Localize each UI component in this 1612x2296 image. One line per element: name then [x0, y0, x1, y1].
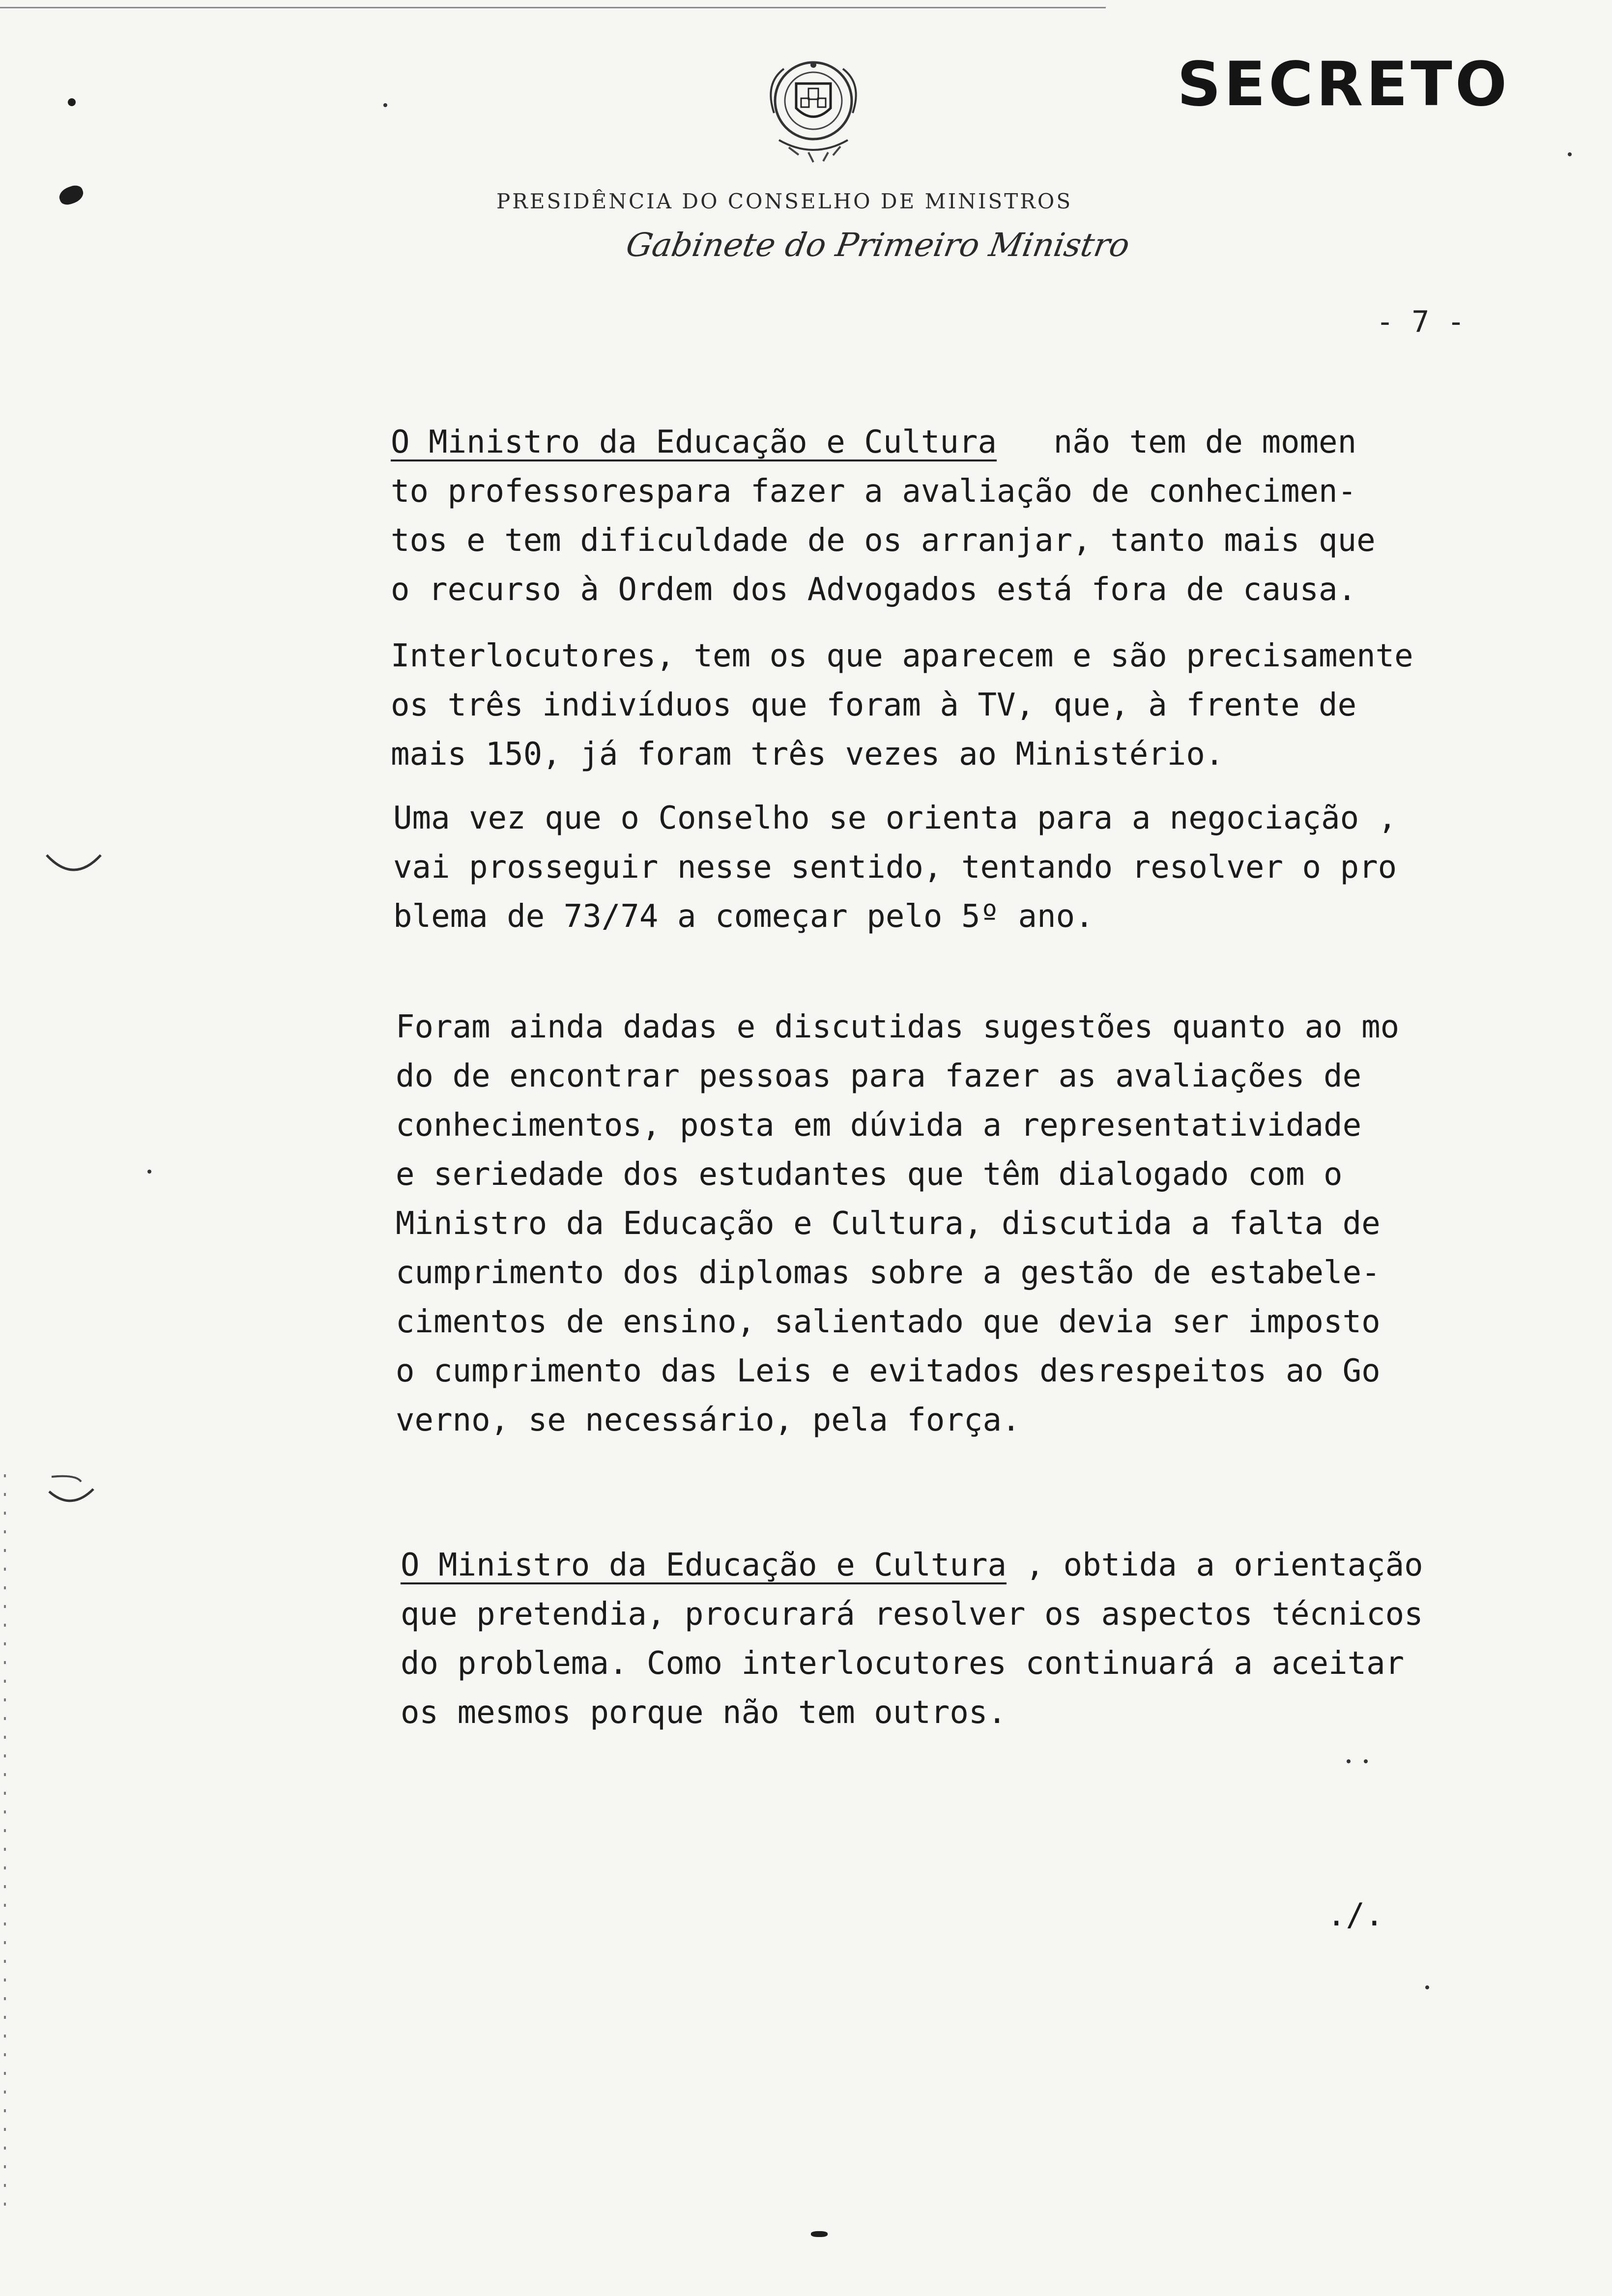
- margin-ink-mark: [68, 98, 76, 106]
- coat-of-arms-emblem: [745, 54, 882, 167]
- paragraph-2: [391, 631, 1472, 779]
- subject-heading: O Ministro da Educação e Cultura: [401, 1547, 1007, 1583]
- paragraph-line: do problema. Como interlocutores continuará a aceitar: [401, 1645, 1405, 1682]
- paragraph-line: blema de 73/74 a começar pelo 5º ano.: [393, 898, 1094, 935]
- subject-heading: O Ministro da Educação e Cultura: [391, 424, 997, 460]
- paragraph-line: Interlocutores, tem os que aparecem e são precisamente: [391, 638, 1413, 674]
- paragraph-line: tos e tem dificuldade de os arranjar, tanto mais que: [391, 522, 1376, 559]
- paragraph-line: Ministro da Educação e Cultura, discutida a falta de: [396, 1205, 1381, 1242]
- paragraph-line: os três indivíduos que foram à TV, que, à frente de: [391, 687, 1357, 723]
- paragraph-line: O Ministro da Educação e Cultura não tem de momen: [391, 424, 1357, 460]
- margin-ink-mark: [811, 2231, 828, 2237]
- paragraph-5: [401, 1541, 1482, 1737]
- paragraph-line: o cumprimento das Leis e evitados desrespeitos ao Go: [396, 1353, 1381, 1389]
- letterhead-title: PRESIDÊNCIA DO CONSELHO DE MINISTROS: [496, 189, 1073, 213]
- paper-speck: [1364, 1759, 1368, 1763]
- hole-punch-arc: [47, 1474, 96, 1514]
- paragraph-3: [393, 794, 1474, 941]
- paragraph-1: [391, 418, 1472, 614]
- paragraph-line: Foram ainda dadas e discutidas sugestões quanto ao mo: [396, 1009, 1400, 1045]
- paragraph-line: os mesmos porque não tem outros.: [401, 1694, 1007, 1731]
- paragraph-line: verno, se necessário, pela força.: [396, 1402, 1021, 1438]
- top-rule: [0, 7, 1106, 8]
- margin-ink-mark: [57, 183, 86, 207]
- paragraph-line: Uma vez que o Conselho se orienta para a negociação ,: [393, 800, 1397, 836]
- paragraph-line: e seriedade dos estudantes que têm dialogado com o: [396, 1156, 1343, 1193]
- paper-speck: [147, 1170, 151, 1174]
- paragraph-line: O Ministro da Educação e Cultura , obtida a orientação: [401, 1547, 1423, 1583]
- scan-edge-artifact: [4, 1474, 6, 2211]
- paper-speck: [1425, 1985, 1429, 1989]
- paragraph-line: conhecimentos, posta em dúvida a representatividade: [396, 1107, 1362, 1144]
- hole-punch-arc: [44, 850, 103, 880]
- paragraph-line: cimentos de ensino, salientado que devia ser imposto: [396, 1304, 1381, 1340]
- paragraph-line: do de encontrar pessoas para fazer as avaliações de: [396, 1058, 1362, 1094]
- paragraph-line: vai prosseguir nesse sentido, tentando resolver o pro: [393, 849, 1397, 886]
- paragraph-line: que pretendia, procurará resolver os aspectos técnicos: [401, 1596, 1423, 1633]
- paragraph-line: to professorespara fazer a avaliação de conhecimen-: [391, 473, 1357, 510]
- page-number: - 7 -: [1376, 305, 1465, 339]
- paper-speck: [1347, 1759, 1351, 1763]
- paragraph-line: o recurso à Ordem dos Advogados está fora de causa.: [391, 572, 1357, 608]
- continuation-mark: ./.: [1327, 1897, 1384, 1933]
- letterhead-cabinet-signature: Gabinete do Primeiro Ministro: [623, 226, 1133, 264]
- paper-speck: [383, 103, 387, 107]
- paragraph-line: mais 150, já foram três vezes ao Ministério.: [391, 736, 1224, 773]
- paper-speck: [1568, 152, 1572, 156]
- paragraph-line: cumprimento dos diplomas sobre a gestão de estabele-: [396, 1255, 1381, 1291]
- paragraph-4: [396, 1003, 1477, 1445]
- classification-stamp: SECRETO: [1177, 49, 1510, 120]
